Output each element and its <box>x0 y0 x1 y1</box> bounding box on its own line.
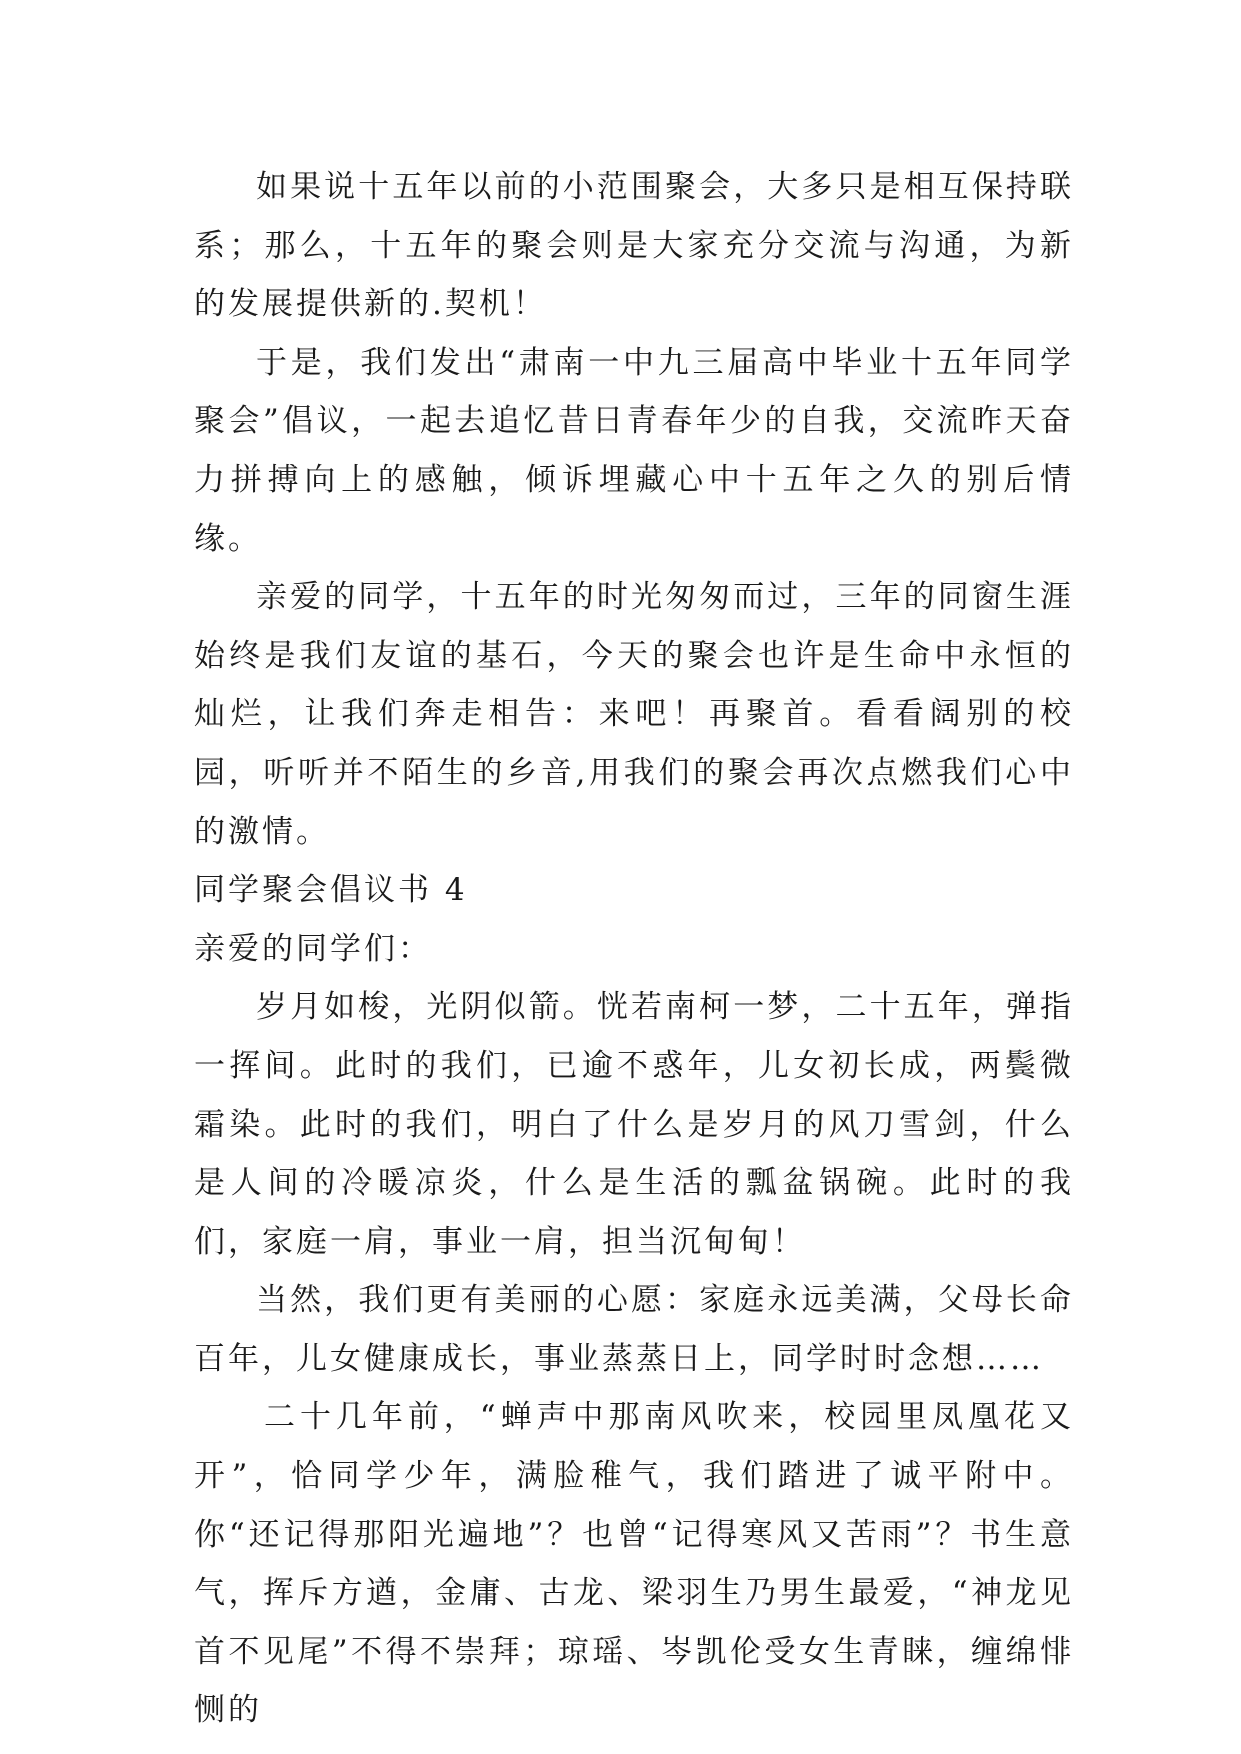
paragraph-3: 亲爱的同学，十五年的时光匆匆而过，三年的同窗生涯始终是我们友谊的基石，今天的聚会也许是生命中永恒的灿烂，让我们奔走相告：来吧！再聚首。看看阔别的校园，听听并不陌生的乡音,用我们的聚会再次点燃我们心中的激情。 <box>194 579 1074 850</box>
section-heading: 同学聚会倡议书 4 <box>194 872 468 909</box>
document-body <box>194 158 1074 1740</box>
paragraph-5: 当然，我们更有美丽的心愿：家庭永远美满，父母长命百年，儿女健康成长，事业蒸蒸日上，同学时时念想…… <box>194 1282 1074 1377</box>
salutation: 亲爱的同学们： <box>194 930 432 967</box>
paragraph-6: 二十几年前，“蝉声中那南风吹来，校园里凤凰花又开”，恰同学少年，满脸稚气，我们踏进了诚平附中。你“还记得那阳光遍地”？也曾“记得寒风又苦雨”？书生意气，挥斥方遒，金庸、古龙、梁羽生乃男生最爱，“神龙见首不见尾”不得不崇拜；琼瑶、岑凯伦受女生青睐，缠绵悱恻的 <box>194 1399 1074 1729</box>
paragraph-2: 于是，我们发出“肃南一中九三届高中毕业十五年同学聚会”倡议，一起去追忆昔日青春年少的自我，交流昨天奋力拼搏向上的感触，倾诉埋藏心中十五年之久的别后情缘。 <box>194 344 1074 557</box>
paragraph-1: 如果说十五年以前的小范围聚会，大多只是相互保持联系；那么，十五年的聚会则是大家充分交流与沟通，为新的发展提供新的.契机！ <box>194 169 1074 323</box>
paragraph-4: 岁月如梭，光阴似箭。恍若南柯一梦，二十五年，弹指一挥间。此时的我们，已逾不惑年，儿女初长成，两鬓微霜染。此时的我们，明白了什么是岁月的风刀雪剑，什么是人间的冷暖凉炎，什么是生活的瓢盆锅碗。此时的我们，家庭一肩，事业一肩，担当沉甸甸！ <box>194 989 1074 1260</box>
